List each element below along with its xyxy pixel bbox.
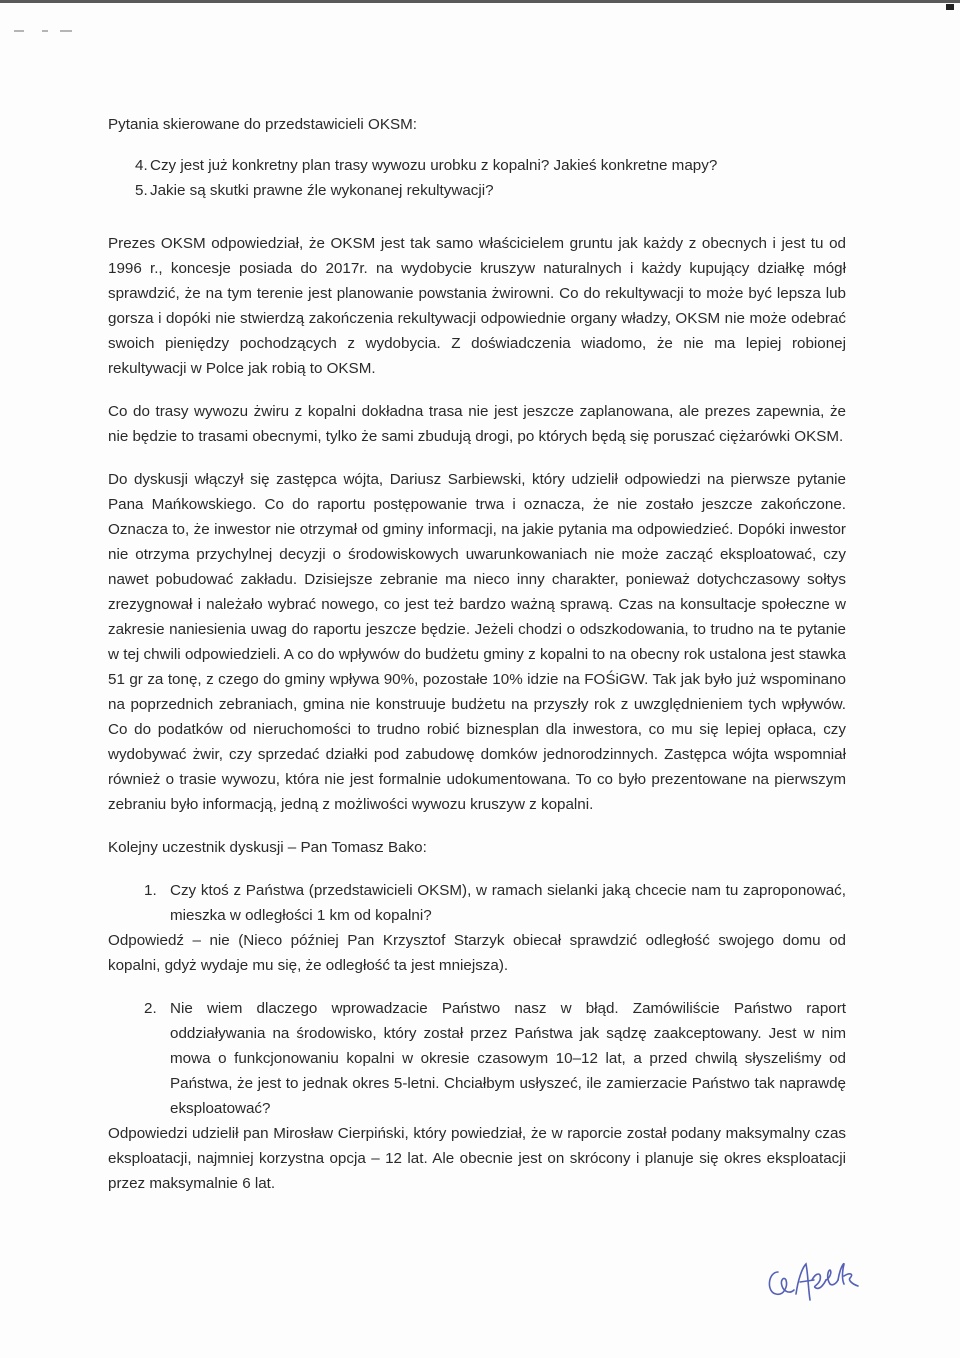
question-text: Czy jest już konkretny plan trasy wywozu urobku z kopalni? Jakieś konkretne mapy?	[150, 157, 718, 174]
bako-question-1	[108, 878, 846, 978]
list-number: 4.	[135, 157, 148, 174]
answer-text: Odpowiedź – nie (Nieco później Pan Krzysztof Starzyk obiecał sprawdzić odległość swojego domu od kopalni, gdyż wydaje mu się, że odległość ta jest mniejsza).	[108, 932, 846, 974]
scan-artifact	[60, 30, 72, 32]
list-item	[108, 153, 846, 178]
question-text: Nie wiem dlaczego wprowadzacie Państwo nasz w błąd. Zamówiliście Państwo raport oddziaływania na środowisko, który został przez Państwa jak sądzę zaakceptowany. Jest w nim mowa o funkcjonowaniu kopalni w okresie czasowym 10–12 lat, a przed chwilą słyszeliśmy od Państwa, że jest to jednak okres 5-letni. Chciałbym usłyszeć, ile zamierzacie Państwo tak naprawdę eksploatować?	[170, 1000, 846, 1117]
handwritten-signature	[760, 1250, 870, 1310]
question-text: Jakie są skutki prawne źle wykonanej rekultywacji?	[150, 182, 494, 199]
scan-corner-mark	[946, 4, 954, 10]
scan-top-border	[0, 0, 960, 3]
list-number: 2.	[144, 1000, 157, 1017]
question-text: Czy ktoś z Państwa (przedstawicieli OKSM), w ramach sielanki jaką chcecie nam tu zaproponować, mieszka w odległości 1 km od kopalni?	[170, 882, 846, 924]
list-number: 5.	[135, 182, 148, 199]
document-body	[108, 112, 846, 1196]
question-item	[108, 996, 846, 1121]
oksm-question-list	[108, 153, 846, 203]
paragraph-next-participant: Kolejny uczestnik dyskusji – Pan Tomasz Bako:	[108, 839, 427, 856]
paragraph-deputy-mayor: Do dyskusji włączył się zastępca wójta, Dariusz Sarbiewski, który udzielił odpowiedzi na pierwsze pytanie Pana Mańkowskiego. Co do raportu postępowanie trwa i oznacza, że nie zostało jeszcze zakończone. Oznacza to, że inwestor nie otrzymał od gminy informacji, na jakie pytania ma odpowiedzieć. Dopóki inwestor nie otrzyma przychylnej decyzji o środowiskowych uwarunkowaniach nie może zacząć eksploatować, czy nawet pobudować zakładu. Dzisiejsze zebranie ma nieco inny charakter, ponieważ dotychczasowy sołtys zrezygnował i należało wybrać nowego, co jest też bardzo ważną sprawą. Czas na konsultacje społeczne w zakresie naniesienia uwag do raportu jeszcze będzie. Jeżeli chodzi o odszkodowania, to trudno na te pytanie w tej chwili odpowiedzieli. A co do wpływów do budżetu gminy z kopalni to na obecny rok ustalona jest stawka 51 gr za tonę, z czego do gminy wpływa 90%, pozostałe 10% idzie na FOŚiGW. Tak jak było już wspominano na poprzednich zebraniach, gmina nie konstruuje budżetu na przyszły rok z uwzględnieniem tych wpływów. Co do podatków od nieruchomości to trudno robić biznesplan dla inwestora, co mu się lepiej opłaca, czy wydobywać żwir, czy sprzedać działki pod zabudowę domków jednorodzinnych. Zastępca wójta wspomniał również o trasie wywozu, która nie jest formalnie udokumentowana. To co było prezentowane na pierwszym zebraniu było informacją, jedną z możliwości wywozu kruszyw z kopalni.	[108, 471, 846, 813]
paragraph-prezes-answer: Prezes OKSM odpowiedział, że OKSM jest tak samo właścicielem gruntu jak każdy z obecnych i jest tu od 1996 r., koncesje posiada do 2017r. na wydobycie kruszyw naturalnych i każdy kupujący działkę mógł sprawdzić, że na tym terenie jest planowanie powstania żwirowni. Co do rekultywacji to może być lepsza lub gorsza i dopóki nie stwierdzą zakończenia rekultywacji odpowiednie organy władzy, OKSM nie może odebrać swoich pieniędzy pochodzących z wydobycia. Z doświadczenia wiadomo, że nie ma lepiej robionej rekultywacji w Polce jak robią to OKSM.	[108, 235, 846, 377]
intro-heading: Pytania skierowane do przedstawicieli OKSM:	[108, 116, 417, 133]
scan-artifact	[14, 30, 24, 32]
list-number: 1.	[144, 882, 157, 899]
scan-artifact	[42, 30, 48, 32]
bako-question-2	[108, 996, 846, 1196]
question-item	[108, 878, 846, 928]
answer-text: Odpowiedzi udzielił pan Mirosław Cierpiński, który powiedział, że w raporcie został podany maksymalny czas eksploatacji, najmniej korzystna opcja – 12 lat. Ale obecnie jest on skrócony i planuje się okres eksploatacji przez maksymalnie 6 lat.	[108, 1125, 846, 1192]
list-item	[108, 178, 846, 203]
paragraph-route: Co do trasy wywozu żwiru z kopalni dokładna trasa nie jest jeszcze zaplanowana, ale prezes zapewnia, że nie będzie to trasami obecnymi, tylko że sami zbudują drogi, po których będą się poruszać ciężarówki OKSM.	[108, 403, 846, 445]
